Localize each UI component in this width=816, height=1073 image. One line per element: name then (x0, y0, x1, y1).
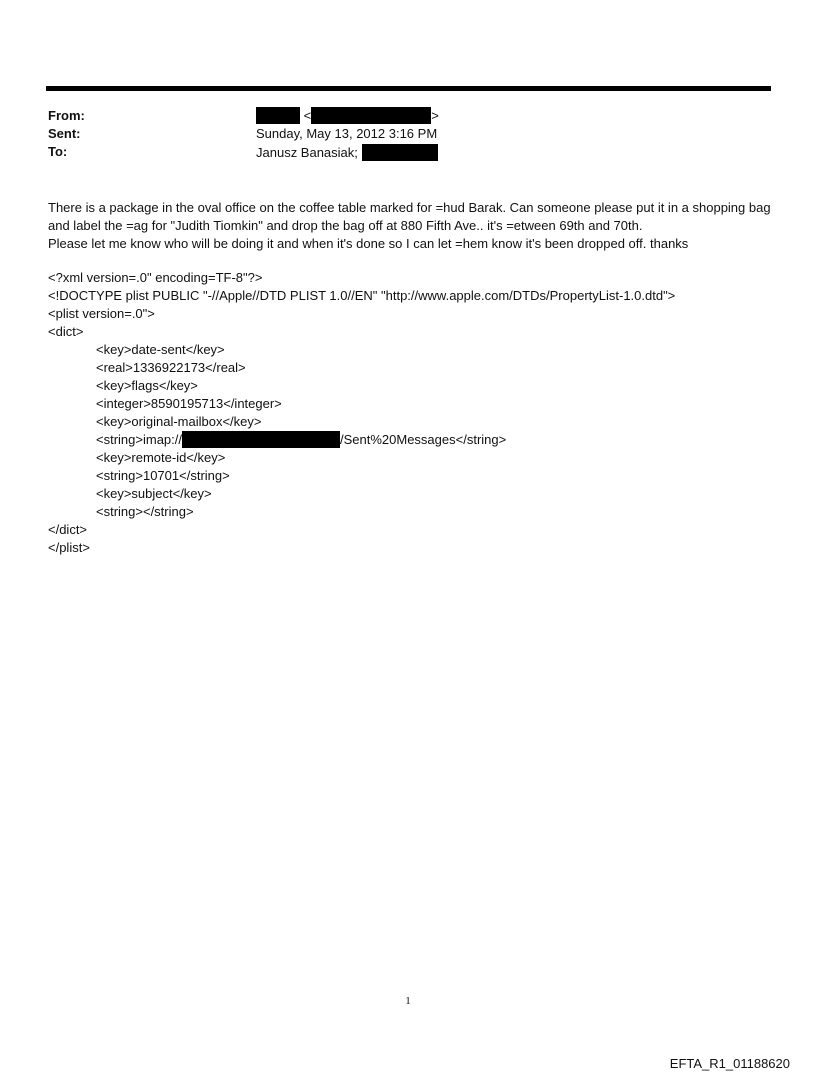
plist-line-suffix: /Sent%20Messages</string> (340, 432, 507, 447)
plist-line: <real>1336922173</real> (96, 360, 246, 375)
from-email-open: < (303, 108, 312, 123)
body-paragraph: There is a package in the oval office on the coffee table marked for =hud Barak. Can someone please put it in a shopping bag and label the =ag for "Judith Tiomkin" and drop the bag off at 880 Fifth Ave.. it's =etween 69th and 70th. (48, 200, 771, 233)
body-paragraph: Please let me know who will be doing it and when it's done so I can let =hem know it's been dropped off. thanks (48, 236, 689, 251)
redaction-block (362, 144, 438, 161)
to-label: To: (48, 144, 68, 159)
message-body (48, 199, 778, 253)
sent-value: Sunday, May 13, 2012 3:16 PM (256, 126, 438, 141)
to-recipient: Janusz Banasiak; (256, 145, 358, 160)
plist-block (48, 269, 675, 557)
plist-line: <integer>8590195713</integer> (96, 396, 282, 411)
plist-line: <!DOCTYPE plist PUBLIC "-//Apple//DTD PLIST 1.0//EN" "http://www.apple.com/DTDs/PropertyList-1.0.dtd"> (48, 288, 676, 303)
plist-line: <key>original-mailbox</key> (96, 414, 262, 429)
from-label: From: (48, 108, 85, 123)
plist-line: <?xml version=.0" encoding=TF-8"?> (48, 270, 263, 285)
from-value (256, 107, 439, 124)
page-number: 1 (405, 995, 411, 1007)
plist-line: <key>remote-id</key> (96, 450, 226, 465)
plist-line: <plist version=.0"> (48, 306, 155, 321)
bates-number: EFTA_R1_01188620 (669, 1056, 790, 1071)
plist-line: </plist> (48, 540, 90, 555)
from-email-close: > (431, 108, 439, 123)
plist-line: <dict> (48, 324, 84, 339)
plist-line: <key>date-sent</key> (96, 342, 225, 357)
plist-line: <key>subject</key> (96, 486, 212, 501)
plist-line-prefix: <string>imap:// (96, 432, 182, 447)
plist-line: <string></string> (96, 504, 194, 519)
plist-line: </dict> (48, 522, 88, 537)
plist-line (48, 431, 675, 449)
redaction-block (311, 107, 431, 124)
header-rule (46, 86, 771, 91)
plist-line: <key>flags</key> (96, 378, 198, 393)
redaction-block (182, 431, 340, 448)
sent-label: Sent: (48, 126, 81, 141)
to-value (256, 144, 438, 161)
redaction-block (256, 107, 300, 124)
plist-line: <string>10701</string> (96, 468, 230, 483)
